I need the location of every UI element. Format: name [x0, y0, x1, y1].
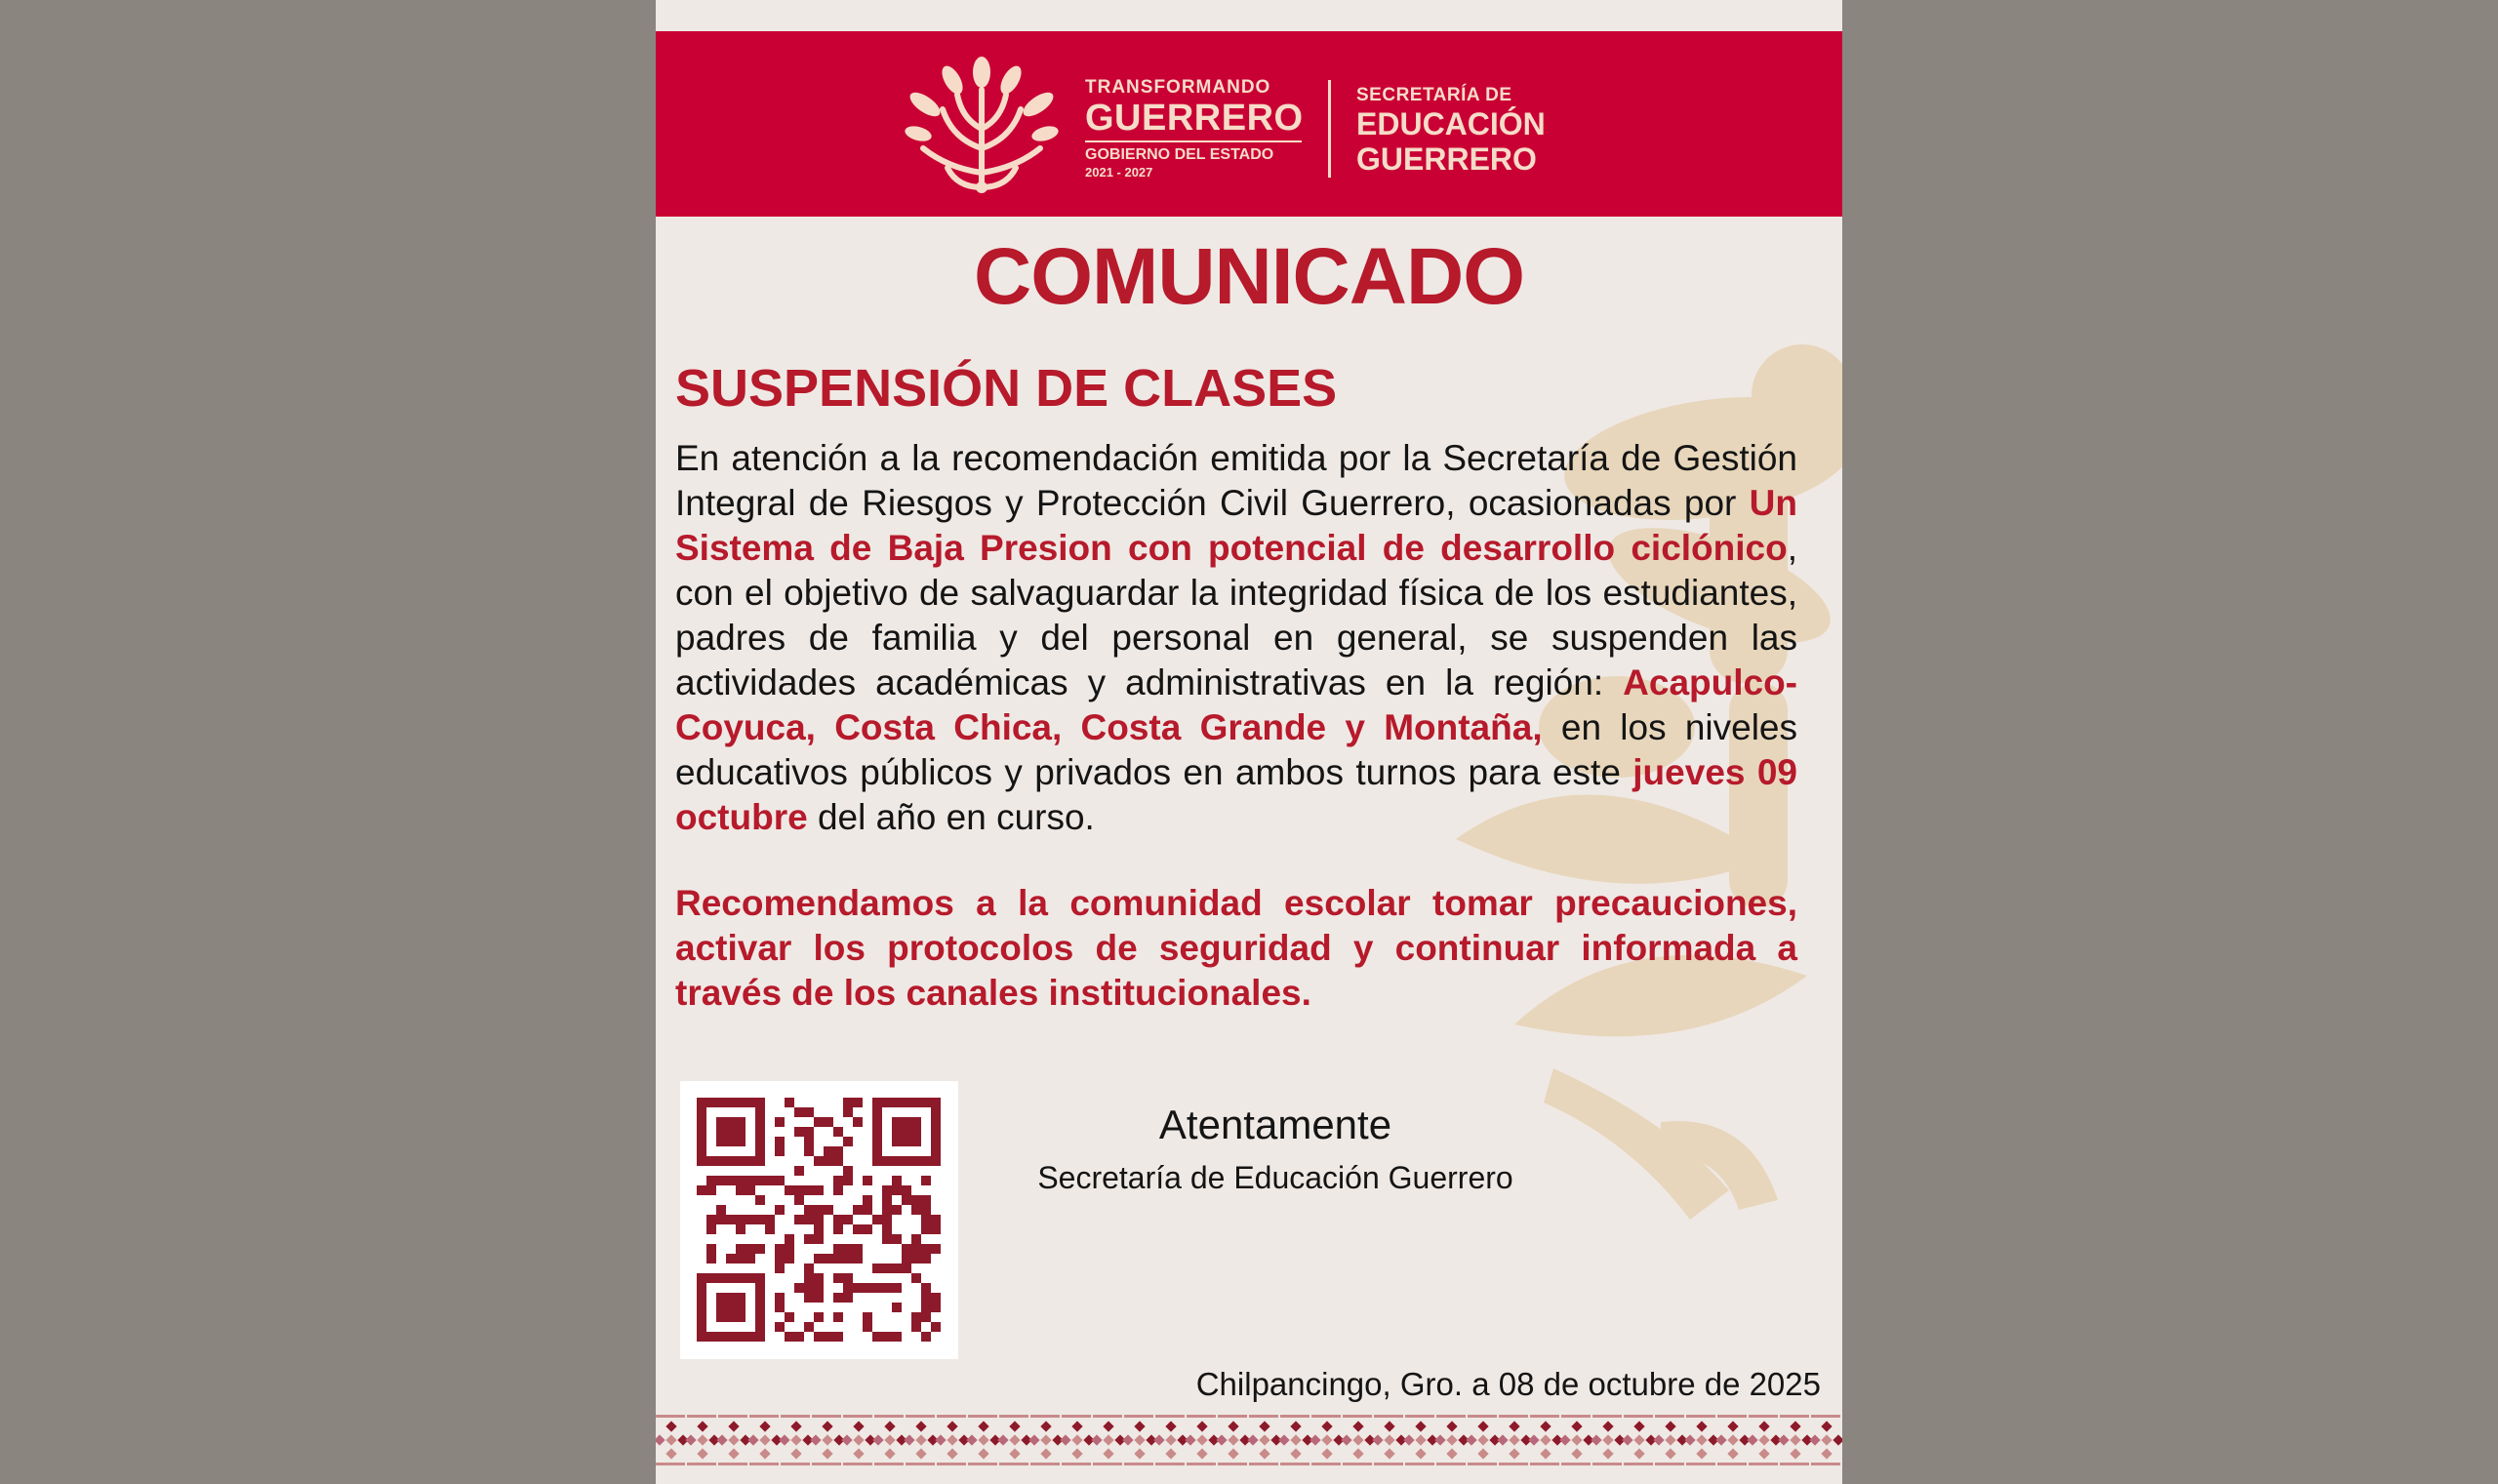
gov-years: 2021 - 2027	[1085, 165, 1153, 180]
gov-subtitle: GOBIERNO DEL ESTADO	[1085, 146, 1274, 163]
gov-tagline: TRANSFORMANDO	[1085, 77, 1271, 98]
page-title: COMUNICADO	[974, 232, 1524, 321]
section-heading: SUSPENSIÓN DE CLASES	[675, 359, 1338, 418]
secretariat-prefix: SECRETARÍA DE	[1356, 85, 1512, 105]
body-text-2: , con el objetivo de salvaguardar la integridad física de los estudiantes, padres de familia y del personal en general, se suspenden las actividades académicas y administrativas en la región:	[675, 528, 1797, 702]
body-text-4: del año en curso.	[807, 797, 1095, 837]
guerrero-tree-logo-icon	[904, 51, 1060, 197]
highlight-regions: Acapulco-Coyuca, Costa Chica, Costa Grande y Montaña,	[675, 662, 1797, 747]
header-divider	[1328, 80, 1331, 178]
gov-name: GUERRERO	[1085, 98, 1304, 139]
embroidery-border-pattern	[656, 1413, 1842, 1467]
place-date: Chilpancingo, Gro. a 08 de octubre de 2025	[1195, 1366, 1821, 1402]
body-text-1: En atención a la recomendación emitida por la Secretaría de Gestión Integral de Riesgos y Protección Civil Guerrero, ocasionadas por	[675, 438, 1797, 523]
highlight-date: jueves 09 octubre	[675, 752, 1797, 837]
gov-rule	[1085, 140, 1302, 142]
closing-block	[983, 1098, 1568, 1199]
qr-code-graphic	[680, 1081, 958, 1359]
recommendation-paragraph: Recomendamos a la comunidad escolar tomar precauciones, activar los protocolos de seguridad y continuar informada a través de los canales institucionales.	[675, 883, 1797, 1013]
secretariat-logo-text	[1356, 85, 1546, 177]
announcement-paragraph	[675, 436, 1797, 840]
communique-page	[656, 0, 1842, 1484]
secretariat-line-2: GUERRERO	[1356, 141, 1537, 177]
secretariat-line-1: EDUCACIÓN	[1356, 106, 1546, 141]
body-text-3: en los niveles educativos públicos y privados en ambos turnos para este	[675, 707, 1798, 792]
qr-code-icon	[680, 1081, 958, 1359]
closing-signature: Secretaría de Educación Guerrero	[1037, 1160, 1513, 1195]
closing-salutation: Atentamente	[1158, 1102, 1392, 1147]
government-logo-text	[1085, 77, 1304, 180]
header-banner	[656, 31, 1842, 217]
highlight-cause: Un Sistema de Baja Presion con potencial de desarrollo ciclónico	[675, 483, 1797, 568]
